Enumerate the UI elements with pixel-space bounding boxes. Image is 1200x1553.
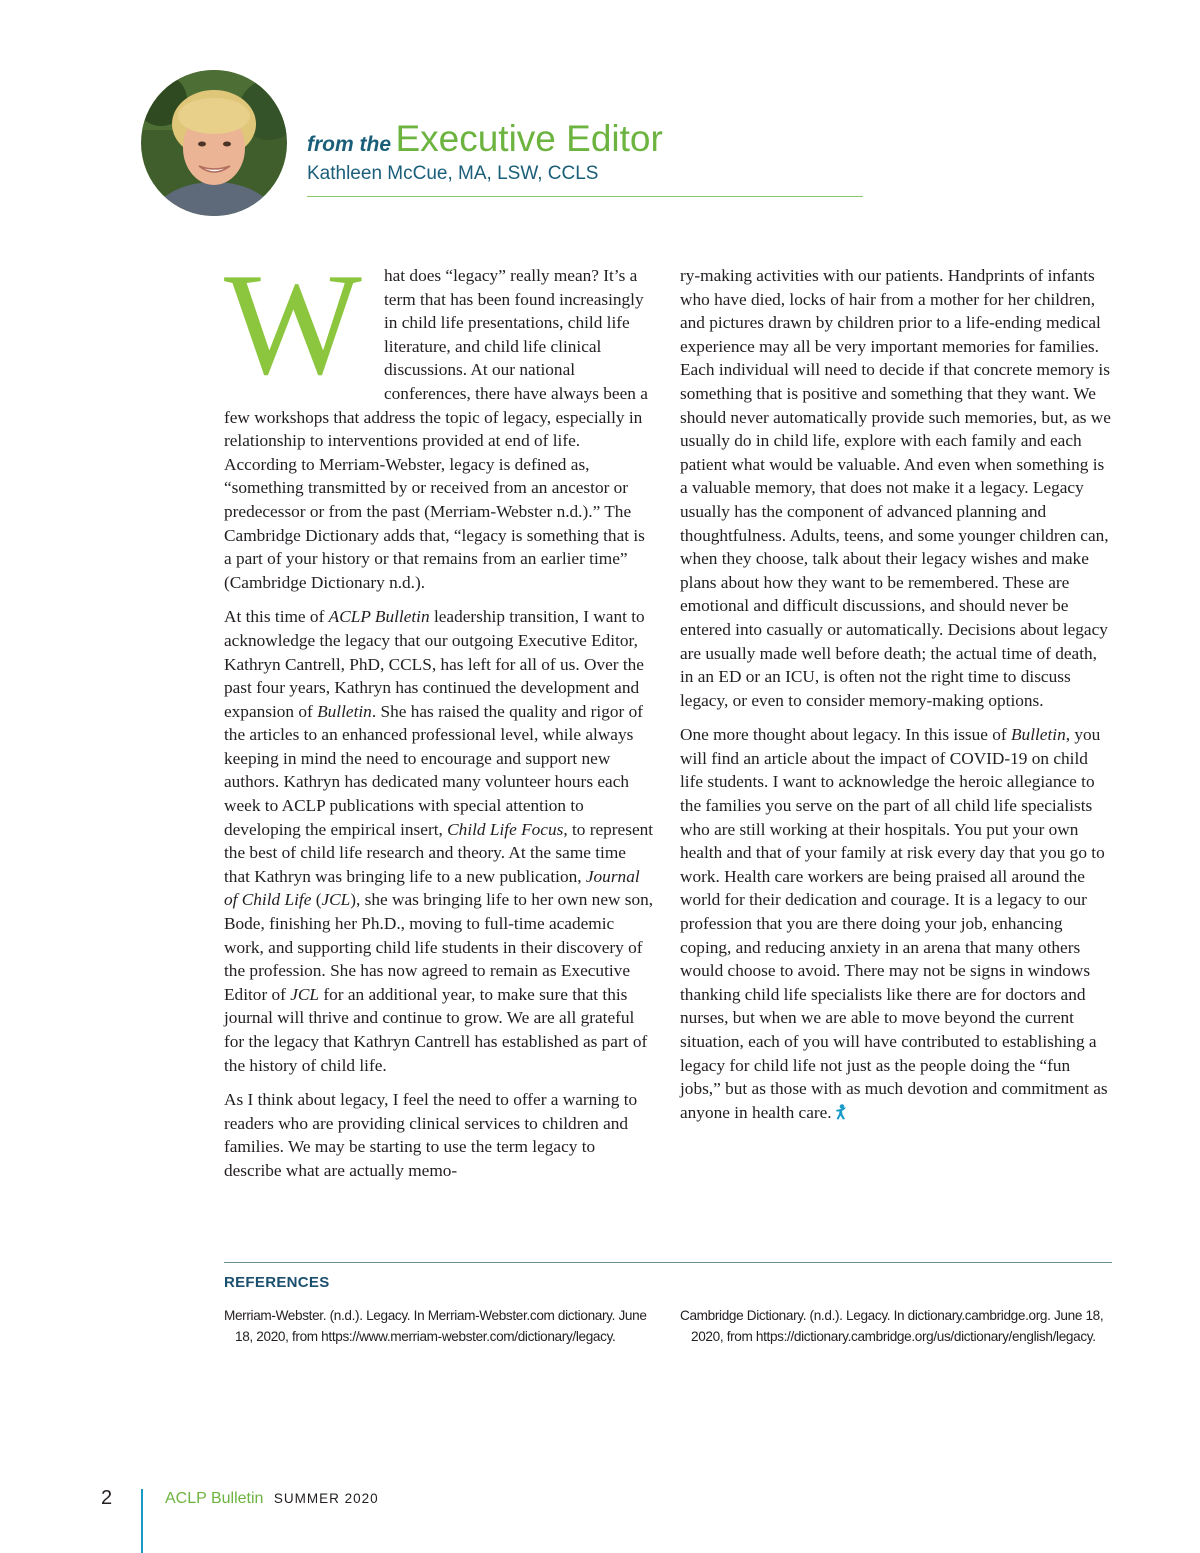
footer-publication-line — [165, 1490, 379, 1508]
article-paragraph-4 — [680, 723, 1112, 1126]
footer-accent-bar — [141, 1489, 143, 1553]
header-title — [307, 118, 663, 160]
footer-publication: ACLP Bulletin — [165, 1490, 264, 1507]
reference-item: Cambridge Dictionary. (n.d.). Legacy. In dictionary.cambridge.org. June 18, 2020, from https://dictionary.cambridge.org/us/dictionary/english/legacy. — [680, 1308, 1104, 1344]
paragraph-1-text: hat does “legacy” really mean? It’s a term that has been found increasingly in child life presentations, child life literature, and child life clinical discussions. At our national conferences, there have always been a few workshops that address the topic of legacy, especially in relationship to interventions provided at end of life. According to Merriam-Webster, legacy is defined as, “something transmitted by or received from an ancestor or predecessor or from the past (Merriam-Webster n.d.).” The Cambridge Dictionary adds that, “legacy is something that is a part of your history or that remains from an earlier time” (Cambridge Dictionary n.d.). — [224, 266, 648, 592]
p2-italic-jcl: JCL — [321, 890, 351, 910]
article-column-right — [680, 264, 1112, 1137]
author-photo — [141, 70, 287, 216]
reference-item: Merriam-Webster. (n.d.). Legacy. In Merriam-Webster.com dictionary. June 18, 2020, from https://www.merriam-webster.com/dictionary/legacy. — [224, 1308, 647, 1344]
p2-text-2: leadership transition, I want to acknowledge the legacy that our outgoing Executive Editor, Kathryn Cantrell, PhD, CCLS, has left for all of us. Over the past four years, Kathryn has continued the development and expansion of — [224, 607, 645, 721]
p2-text-7: for an additional year, to make sure that this journal will thrive and continue to grow. We are all grateful for the legacy that Kathryn Cantrell has established as part of the history of child life. — [224, 984, 648, 1075]
child-figure-end-icon — [835, 1103, 847, 1127]
header-author: Kathleen McCue, MA, LSW, CCLS — [307, 163, 599, 184]
p4-text-1: One more thought about legacy. In this issue of — [680, 725, 1011, 745]
p2-italic-journal-of-child-life: Journal of Child Life — [224, 866, 640, 910]
references-heading: REFERENCES — [224, 1274, 330, 1291]
references-divider — [224, 1262, 1112, 1263]
article-paragraph-1 — [224, 243, 656, 594]
article-paragraph-3: As I think about legacy, I feel the need to offer a warning to readers who are providing clinical services to children and families. We may be starting to use the term legacy to describe what are actually memo- — [224, 1090, 638, 1180]
footer-issue: SUMMER 2020 — [273, 1491, 379, 1506]
page-number: 2 — [101, 1487, 113, 1509]
article-paragraph-3-continued: ry-making activities with our patients. Handprints of infants who have died, locks of hair from a mother for her children, and pictures drawn by children prior to a life-ending medical experience may all be very important memories for families. Each individual will need to decide if that concrete memory is something that is positive and something that they want. We should never automatically provide such memories, but, as we usually do in child life, explore with each family and each patient what would be valuable. And even when something is a valuable memory, that does not make it a legacy. Legacy usually has the component of advanced planning and thoughtfulness. Adults, teens, and some younger children can, when they choose, talk about their legacy wishes and make plans about how they want to be remembered. These are emotional and difficult discussions, and should never be entered into casually or automatically. Decisions about legacy are usually made well before death; the actual time of death, in an ED or an ICU, is often not the right time to discuss legacy, or even to consider memory-making options. — [680, 266, 1111, 710]
p2-text-6: ), she was bringing life to her own new son, Bode, finishing her Ph.D., moving to full-time academic work, and supporting child life students in their discovery of the profession. She has now agreed to remain as Executive Editor of — [224, 890, 654, 1004]
article-column-left — [224, 243, 656, 1194]
drop-cap: W — [224, 243, 362, 405]
p2-text-4: , to represent the best of child life research and theory. At the same time that Kathryn was bringing life to a new publication, — [224, 819, 654, 886]
p2-italic-bulletin: Bulletin — [317, 701, 372, 721]
article-paragraph-2 — [224, 605, 656, 1077]
p2-italic-jcl-2: JCL — [290, 984, 320, 1004]
p2-italic-aclp-bulletin: ACLP Bulletin — [328, 607, 430, 627]
p4-italic-bulletin: Bulletin — [1011, 725, 1066, 745]
p2-text-5: ( — [311, 890, 322, 910]
p4-text-2: , you will find an article about the impact of COVID-19 on child life students. I want to acknowledge the heroic allegiance to the families you serve on the part of all child life specialists who are still working at their hospitals. You put your own health and that of your family at risk every day that you go to work. Health care workers are being praised all around the world for their dedication and courage. It is a legacy to our profession that you are there doing your job, enhancing coping, and reducing anxiety in an arena that many others would choose to avoid. There may not be signs in windows thanking child life specialists like there are for doctors and nurses, but when we are able to move beyond the current situation, each of you will have contributed to establishing a legacy for child life not just as the people doing the “fun jobs,” but as those with as much devotion and commitment as anyone in health care. — [680, 725, 1108, 1122]
p2-italic-child-life-focus: Child Life Focus — [447, 819, 564, 839]
p2-text-1: At this time of — [224, 607, 329, 627]
header-executive-editor: Executive Editor — [395, 118, 663, 159]
header-from-the: from the — [307, 133, 391, 156]
header-divider — [307, 196, 863, 197]
p2-text-3: . She has raised the quality and rigor of the articles to an enhanced professional level, while always keeping in mind the need to encourage and support new authors. Kathryn has dedicated many volunteer hours each week to ACLP publications with special attention to developing the empirical insert, — [224, 701, 643, 839]
